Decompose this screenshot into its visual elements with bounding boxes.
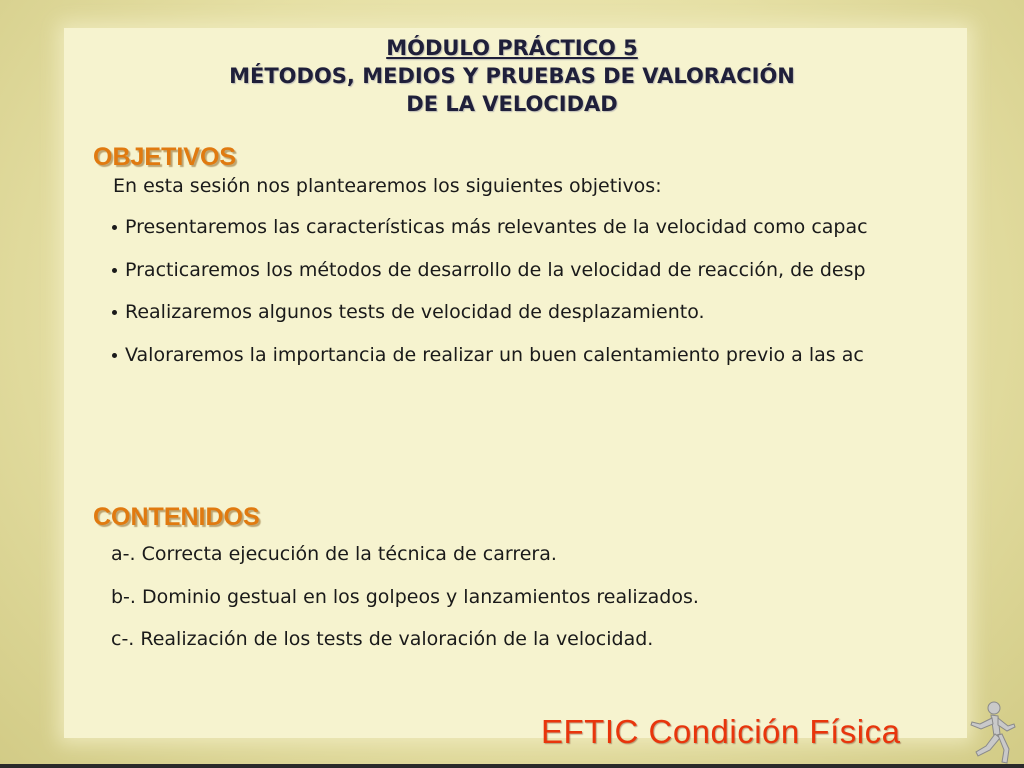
objetivos-intro: En esta sesión nos plantearemos los siguientes objetivos:: [113, 175, 662, 197]
objetivos-title: OBJETIVOS: [93, 143, 237, 171]
bottom-rule: [0, 764, 1024, 768]
objetivo-text: Valoraremos la importancia de realizar un buen calentamiento previo a las ac: [125, 344, 864, 366]
brand-wordmark: EFTIC Condición Física: [541, 713, 901, 750]
objetivo-text: Realizaremos algunos tests de velocidad de desplazamiento.: [125, 301, 705, 323]
module-title: MÓDULO PRÁCTICO 5: [386, 36, 638, 60]
objetivo-text: Practicaremos los métodos de desarrollo de la velocidad de reacción, de desp: [125, 259, 866, 281]
bullet-icon: [112, 353, 117, 358]
contenido-item: c-. Realización de los tests de valoración de la velocidad.: [111, 628, 654, 650]
bullet-icon: [112, 225, 117, 230]
slide-title-line-2: DE LA VELOCIDAD: [406, 92, 618, 116]
objetivo-item: [112, 344, 864, 366]
slide-title-line-1: MÉTODOS, MEDIOS Y PRUEBAS DE VALORACIÓN: [229, 64, 795, 88]
contenido-item: b-. Dominio gestual en los golpeos y lanzamientos realizados.: [111, 586, 699, 608]
bullet-icon: [112, 310, 117, 315]
contenido-item: a-. Correcta ejecución de la técnica de carrera.: [111, 543, 557, 565]
slide-header: [0, 34, 1024, 118]
objetivo-item: [112, 301, 705, 323]
bullet-icon: [112, 268, 117, 273]
objetivo-text: Presentaremos las características más relevantes de la velocidad como capac: [125, 216, 868, 238]
contenidos-title: CONTENIDOS: [93, 503, 260, 531]
objetivo-item: [112, 216, 868, 238]
objetivo-item: [112, 259, 866, 281]
runner-icon: [958, 700, 1018, 766]
